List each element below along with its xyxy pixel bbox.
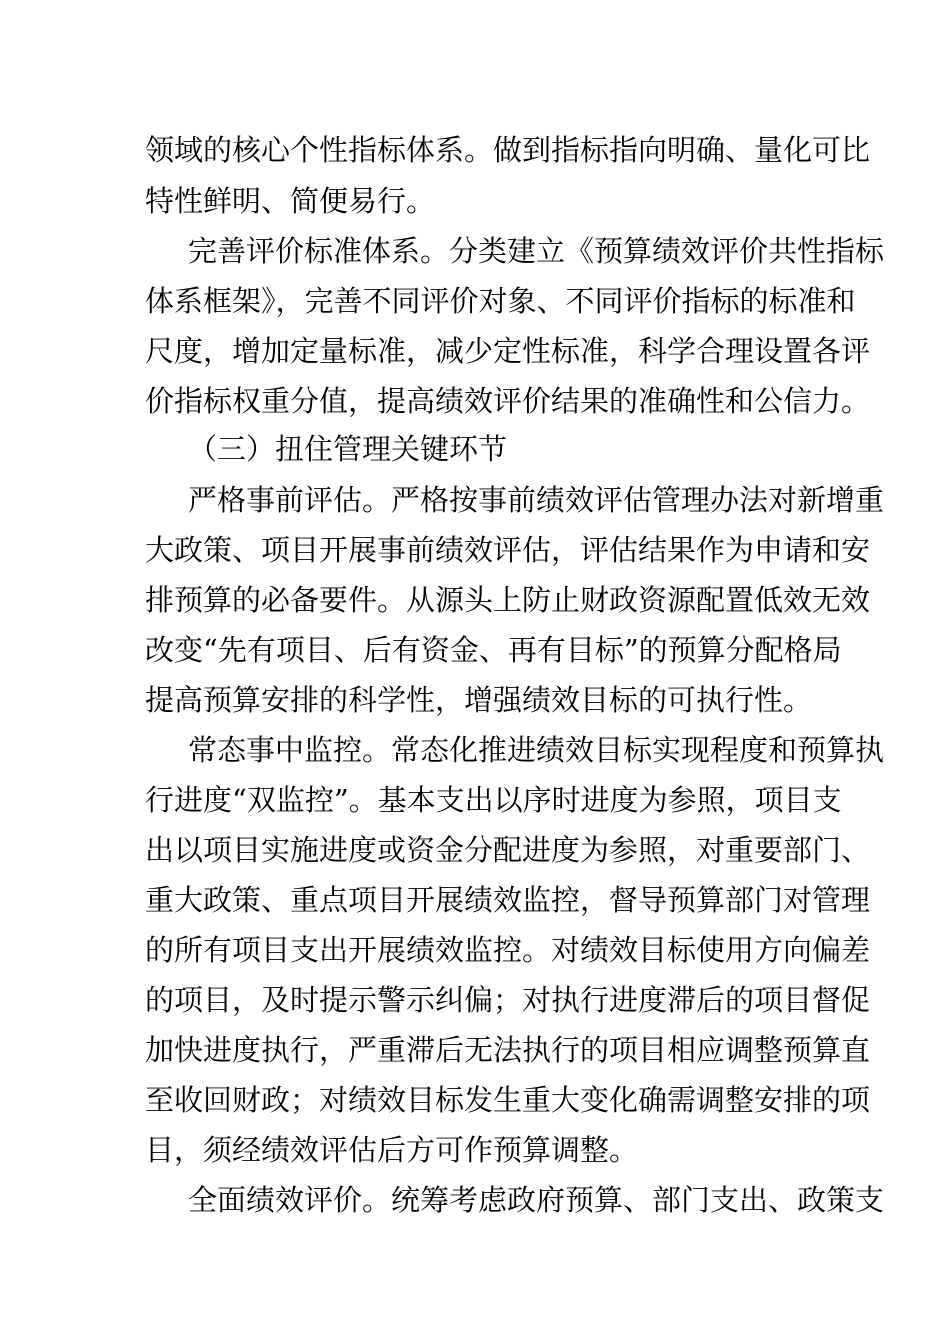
text-line: 出以项目实施进度或资金分配进度为参照，对重要部门、 <box>145 833 871 867</box>
text-line: 改变“先有项目、后有资金、再有目标”的预算分配格局 <box>145 633 842 667</box>
text-line: 提高预算安排的科学性，增强绩效目标的可执行性。 <box>145 683 813 717</box>
text-line: 加快进度执行，严重滞后无法执行的项目相应调整预算直 <box>145 1033 871 1067</box>
text-line: 尺度，增加定量标准，减少定性标准，科学合理设置各评 <box>145 334 871 368</box>
text-line: 的项目，及时提示警示纠偏；对执行进度滞后的项目督促 <box>145 983 871 1017</box>
text-line: 价指标权重分值，提高绩效评价结果的准确性和公信力。 <box>145 384 871 418</box>
text-line: 领域的核心个性指标体系。做到指标指向明确、量化可比 <box>145 133 871 167</box>
paragraph-start-line: 全面绩效评价。统筹考虑政府预算、部门支出、政策支 <box>188 1183 885 1217</box>
text-line: 重大政策、重点项目开展绩效监控，督导预算部门对管理 <box>145 883 871 917</box>
paragraph-start-line: 严格事前评估。严格按事前绩效评估管理办法对新增重 <box>188 483 885 517</box>
text-line: 至收回财政；对绩效目标发生重大变化确需调整安排的项 <box>145 1083 871 1117</box>
text-line: 的所有项目支出开展绩效监控。对绩效目标使用方向偏差 <box>145 933 871 967</box>
section-heading: （三）扭住管理关键环节 <box>188 432 508 466</box>
text-line: 目，须经绩效评估后方可作预算调整。 <box>145 1133 639 1167</box>
text-line: 大政策、项目开展事前绩效评估，评估结果作为申请和安 <box>145 533 871 567</box>
text-line: 体系框架》，完善不同评价对象、不同评价指标的标准和 <box>145 284 856 318</box>
text-line: 排预算的必备要件。从源头上防止财政资源配置低效无效 <box>145 583 871 617</box>
text-line: 特性鲜明、简便易行。 <box>145 184 436 218</box>
paragraph-start-line: 常态事中监控。常态化推进绩效目标实现程度和预算执 <box>188 733 885 767</box>
text-line: 行进度“双监控”。基本支出以序时进度为参照，项目支 <box>145 783 842 817</box>
paragraph-start-line: 完善评价标准体系。分类建立《预算绩效评价共性指标 <box>188 234 885 268</box>
